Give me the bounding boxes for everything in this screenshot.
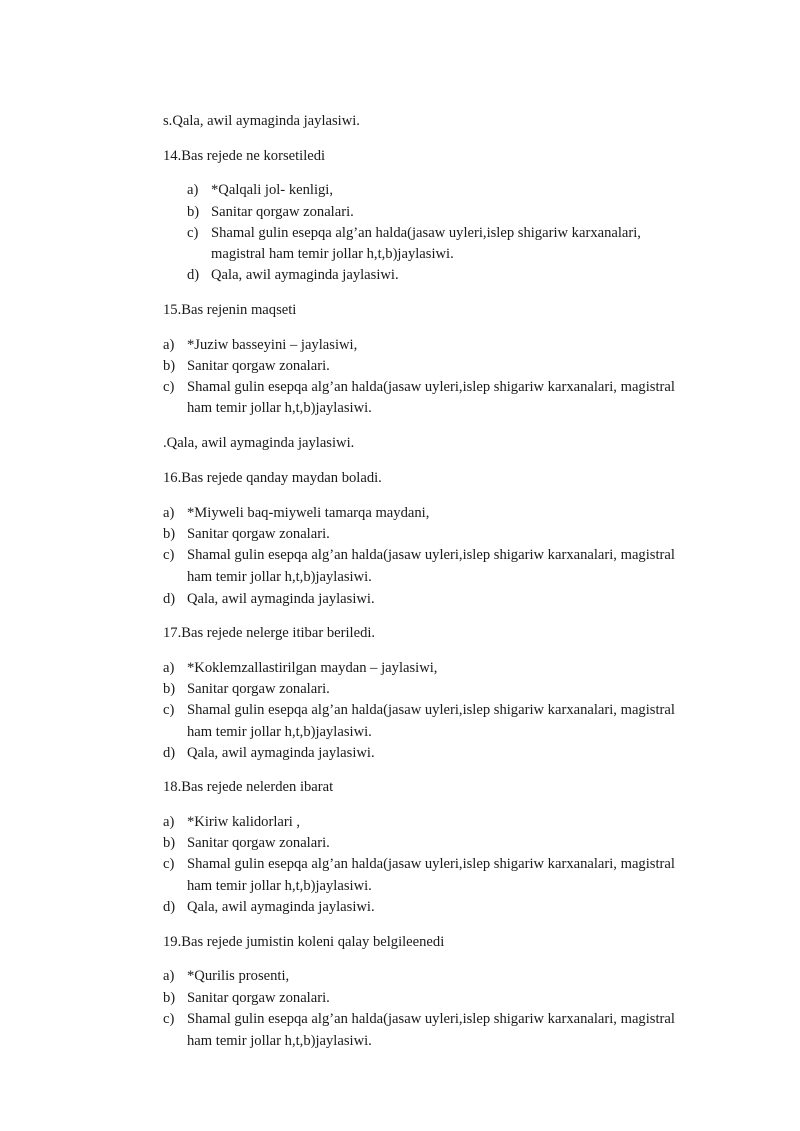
q18-option-a-text: *Kiriw kalidorlari ,: [187, 814, 301, 830]
q17-option-a-marker: a): [163, 660, 175, 676]
q15-option-b-text: Sanitar qorgaw zonalari.: [187, 358, 330, 374]
q19-option-b-text: Sanitar qorgaw zonalari.: [187, 990, 330, 1006]
q19-option-a-text: *Qurilis prosenti,: [187, 968, 290, 984]
q18-option-d-marker: d): [163, 899, 176, 915]
q17-option-b-marker: b): [163, 681, 176, 697]
q16-option-d-text: Qala, awil aymaginda jaylasiwi.: [187, 591, 375, 607]
question-16-title: 16.Bas rejede qanday maydan boladi.: [163, 470, 382, 486]
question-15-title: 15.Bas rejenin maqseti: [163, 302, 297, 318]
q15-option-c-text-1: Shamal gulin esepqa alg’an halda(jasaw uyleri,islep shigariw karxanalari, magistral: [187, 379, 675, 395]
q14-option-d-text: Qala, awil aymaginda jaylasiwi.: [211, 267, 399, 283]
q17-option-c-marker: c): [163, 702, 175, 718]
q16-option-b-marker: b): [163, 526, 176, 542]
q17-option-b-text: Sanitar qorgaw zonalari.: [187, 681, 330, 697]
q19-option-c-text-2: ham temir jollar h,t,b)jaylasiwi.: [187, 1033, 372, 1049]
question-17-title: 17.Bas rejede nelerge itibar beriledi.: [163, 625, 376, 641]
q18-option-c-text-1: Shamal gulin esepqa alg’an halda(jasaw uyleri,islep shigariw karxanalari, magistral: [187, 856, 675, 872]
q19-option-b-marker: b): [163, 990, 176, 1006]
q14-option-c-text-2: magistral ham temir jollar h,t,b)jaylasiwi.: [211, 246, 454, 262]
q15-option-c-marker: c): [163, 379, 175, 395]
q16-option-b-text: Sanitar qorgaw zonalari.: [187, 526, 330, 542]
q16-option-a-text: *Miyweli baq-miyweli tamarqa maydani,: [187, 505, 430, 521]
q15-option-a-text: *Juziw basseyini – jaylasiwi,: [187, 337, 358, 353]
q16-option-c-text-1: Shamal gulin esepqa alg’an halda(jasaw uyleri,islep shigariw karxanalari, magistral: [187, 547, 675, 563]
q17-option-c-text-1: Shamal gulin esepqa alg’an halda(jasaw uyleri,islep shigariw karxanalari, magistral: [187, 702, 675, 718]
question-19-title: 19.Bas rejede jumistin koleni qalay belgileenedi: [163, 934, 445, 950]
q18-option-a-marker: a): [163, 814, 175, 830]
q14-option-b-text: Sanitar qorgaw zonalari.: [211, 204, 354, 220]
q14-option-d-marker: d): [187, 267, 200, 283]
q17-option-d-marker: d): [163, 745, 176, 761]
q14-option-c-marker: c): [187, 225, 199, 241]
q17-option-a-text: *Koklemzallastirilgan maydan – jaylasiwi,: [187, 660, 438, 676]
q18-option-d-text: Qala, awil aymaginda jaylasiwi.: [187, 899, 375, 915]
q19-option-a-marker: a): [163, 968, 175, 984]
q16-option-a-marker: a): [163, 505, 175, 521]
q18-option-b-text: Sanitar qorgaw zonalari.: [187, 835, 330, 851]
q16-option-d-marker: d): [163, 591, 176, 607]
q15-trailing-line: .Qala, awil aymaginda jaylasiwi.: [163, 435, 355, 451]
q14-option-a-marker: a): [187, 182, 199, 198]
q19-option-c-marker: c): [163, 1011, 175, 1027]
q14-option-a-text: *Qalqali jol- kenligi,: [211, 182, 333, 198]
intro-line: s.Qala, awil aymaginda jaylasiwi.: [163, 113, 360, 129]
question-14-title: 14.Bas rejede ne korsetiledi: [163, 148, 326, 164]
q15-option-c-text-2: ham temir jollar h,t,b)jaylasiwi.: [187, 400, 372, 416]
q15-option-b-marker: b): [163, 358, 176, 374]
q15-option-a-marker: a): [163, 337, 175, 353]
q19-option-c-text-1: Shamal gulin esepqa alg’an halda(jasaw uyleri,islep shigariw karxanalari, magistral: [187, 1011, 675, 1027]
q18-option-b-marker: b): [163, 835, 176, 851]
q18-option-c-text-2: ham temir jollar h,t,b)jaylasiwi.: [187, 878, 372, 894]
q17-option-d-text: Qala, awil aymaginda jaylasiwi.: [187, 745, 375, 761]
q14-option-b-marker: b): [187, 204, 200, 220]
q17-option-c-text-2: ham temir jollar h,t,b)jaylasiwi.: [187, 724, 372, 740]
q18-option-c-marker: c): [163, 856, 175, 872]
q14-option-c-text-1: Shamal gulin esepqa alg’an halda(jasaw uyleri,islep shigariw karxanalari,: [211, 225, 641, 241]
question-18-title: 18.Bas rejede nelerden ibarat: [163, 779, 334, 795]
q16-option-c-text-2: ham temir jollar h,t,b)jaylasiwi.: [187, 569, 372, 585]
q16-option-c-marker: c): [163, 547, 175, 563]
